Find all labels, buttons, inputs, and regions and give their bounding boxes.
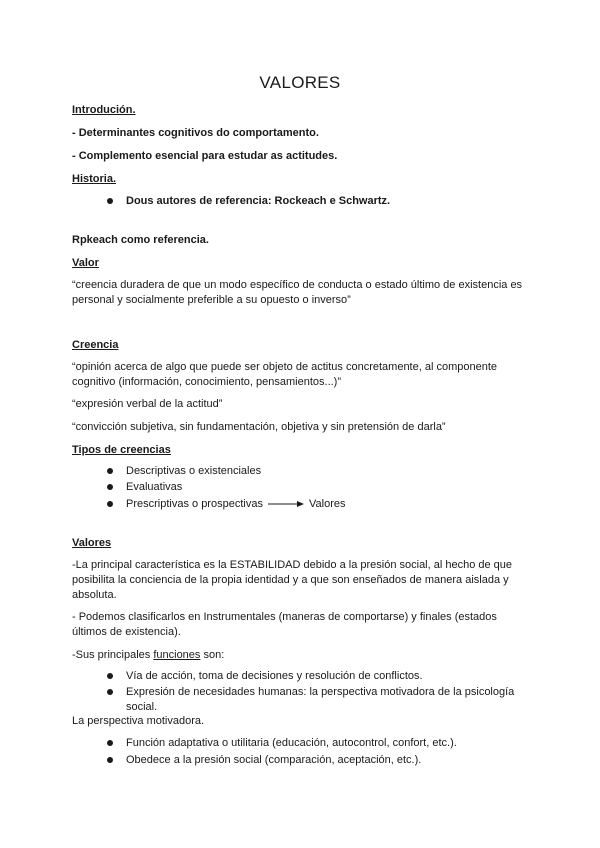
- tipos-arrow-target: Valores: [309, 498, 346, 510]
- bullet-icon: [107, 484, 113, 490]
- intro-heading: Introdución.: [72, 104, 136, 116]
- valores-p2-line-2: últimos de existencia).: [72, 626, 181, 638]
- document-title: VALORES: [259, 73, 341, 92]
- valor-heading: Valor: [72, 257, 99, 269]
- creencia-def1-line-1: “opinión acerca de algo que puede ser objeto de actitus concretamente, al componente: [72, 361, 498, 373]
- intro-line-2: - Complemento esencial para estudar as actitudes.: [72, 150, 338, 162]
- bullet-icon: [107, 501, 113, 507]
- tipos-item: Evaluativas: [126, 481, 183, 493]
- perspectiva-item: Función adaptativa o utilitaria (educación, autocontrol, confort, etc.).: [126, 737, 457, 749]
- historia-heading: Historia.: [72, 173, 117, 185]
- tipos-item: Prescriptivas o prospectivas: [126, 498, 263, 510]
- valores-p1-line-2: posibilita la conciencia de la propia identidad y a que son enseñados de manera aislada y: [72, 574, 509, 586]
- bullet-icon: [107, 468, 113, 474]
- funciones-prefix: -Sus principales: [72, 649, 154, 661]
- bullet-icon: [107, 757, 113, 763]
- valor-definition-line-1: “creencia duradera de que un modo específico de conducta o estado último de existencia es: [72, 279, 523, 291]
- valores-p1-line-3: absoluta.: [72, 589, 117, 601]
- funcion-item: Vía de acción, toma de decisiones y resolución de conflictos.: [126, 670, 423, 682]
- bullet-icon: [107, 198, 113, 204]
- creencia-def3: “convicción subjetiva, sin fundamentación, objetiva y sin pretensión de darla”: [72, 421, 446, 433]
- creencia-def1-line-2: cognitivo (información, conocimiento, pensamientos...)”: [72, 376, 342, 388]
- bullet-icon: [107, 740, 113, 746]
- tipos-item: Descriptivas o existenciales: [126, 465, 262, 477]
- funciones-suffix: son:: [200, 649, 225, 661]
- arrow-right-icon: [268, 499, 304, 509]
- bullet-icon: [107, 673, 113, 679]
- valores-p2-line-1: - Podemos clasificarlos en Instrumentales (maneras de comportarse) y finales (estados: [72, 611, 497, 623]
- perspectiva-line: La perspectiva motivadora.: [72, 715, 205, 727]
- bullet-icon: [107, 689, 113, 695]
- funcion-item-continuation: social.: [126, 701, 158, 713]
- creencia-def2: “expresión verbal de la actitud”: [72, 398, 223, 410]
- creencia-heading: Creencia: [72, 339, 119, 351]
- perspectiva-item: Obedece a la presión social (comparación, aceptación, etc.).: [126, 754, 422, 766]
- funcion-item: Expresión de necesidades humanas: la perspectiva motivadora de la psicología: [126, 686, 515, 698]
- historia-bullet: Dous autores de referencia: Rockeach e Schwartz.: [126, 195, 391, 207]
- historia-note: Rpkeach como referencia.: [72, 234, 209, 246]
- tipos-heading: Tipos de creencias: [72, 444, 171, 456]
- valores-p1-line-1: -La principal característica es la ESTABILIDAD debido a la presión social, al hecho de que: [72, 559, 513, 571]
- valor-definition-line-2: personal y socialmente preferible a su opuesto o inverso”: [72, 294, 351, 306]
- funciones-word: funciones: [153, 649, 201, 661]
- valores-heading: Valores: [72, 537, 112, 549]
- intro-line-1: - Determinantes cognitivos do comportamento.: [72, 127, 319, 139]
- funciones-line: [72, 648, 224, 662]
